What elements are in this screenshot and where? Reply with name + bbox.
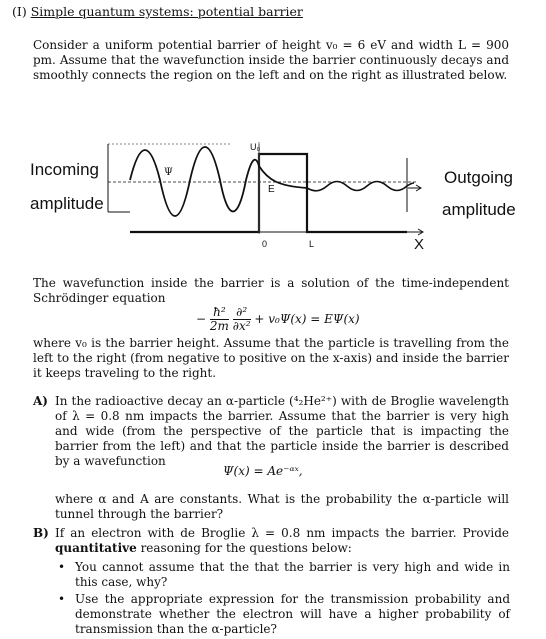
incoming-label-line2: amplitude [30, 194, 104, 213]
schrodinger-equation: − $\frac{\text{ħ²}}{2m}$ $\frac{\text{∂²}}{\text{∂x²}}$ + v₀Ψ(x) = EΨ(x) [196, 305, 360, 333]
eq-num1: ħ² [210, 306, 229, 320]
incoming-wave [130, 147, 259, 216]
e-label: E [268, 184, 275, 195]
x-axis-label: X [414, 236, 425, 253]
part-b-text-bold: quantitative [55, 541, 137, 555]
l-label: L [309, 239, 315, 249]
part-b-label: B) [33, 526, 49, 540]
eq-num2: ∂² [233, 306, 251, 320]
u0-label: U₀ [250, 142, 261, 152]
wave-paragraph: The wavefunction inside the barrier is a solution of the time-independent Schrödinger equation [33, 276, 509, 305]
intro-paragraph: Consider a uniform potential barrier of height v₀ = 6 eV and width L = 900 pm. Assume that the wavefunction inside the barrier continuously decays and smoothly connects the region on the left and on the right as illustrated below. [33, 38, 509, 82]
section-title-text: Simple quantum systems: potential barrier [30, 4, 303, 19]
part-b-text-pre: If an electron with de Broglie λ = 0.8 nm impacts the barrier. Provide [55, 526, 509, 540]
bullet-text-2: Use the appropriate expression for the transmission probability and demonstrate whether the electron will have a higher probability of transmission than the α-particle? [75, 592, 510, 636]
bullet-dot: • [58, 560, 66, 574]
outgoing-label-line2: amplitude [442, 200, 516, 219]
eq-den2: ∂x² [232, 319, 251, 333]
outgoing-wave [307, 182, 414, 191]
psi-label: Ψ [164, 167, 173, 178]
part-a-text: In the radioactive decay an α-particle (⁴₂He²⁺) with de Broglie wavelength of λ = 0.8 nm impacts the barrier. Assume that the barrier is very high and wide (from the perspective of the particle that is impacting the barrier from the left) and that the particle inside the barrier is described by a wavefunction [55, 394, 509, 468]
eq-rest: + v₀Ψ(x) = EΨ(x) [254, 312, 360, 326]
part-a-question: where α and A are constants. What is the probability the α-particle will tunnel through the barrier? [55, 492, 509, 521]
part-b-text-post: reasoning for the questions below: [136, 541, 352, 555]
barrier-diagram [22, 136, 532, 256]
eq-den1: 2m [209, 319, 229, 333]
barrier-figure [22, 136, 532, 256]
bullet-text-1: You cannot assume that the that the barrier is very high and wide in this case, why? [75, 560, 510, 589]
zero-label: 0 [262, 239, 268, 249]
where-paragraph: where v₀ is the barrier height. Assume that the particle is travelling from the left to the right (from negative to positive on the x-axis) and inside the barrier it keeps traveling to the right. [33, 336, 509, 380]
outgoing-label-line1: Outgoing [444, 168, 513, 187]
decaying-wave [259, 166, 307, 188]
section-number: (I) [12, 4, 27, 19]
part-a-label: A) [33, 394, 48, 408]
section-title [12, 4, 303, 19]
part-a-equation: Ψ(x) = Ae⁻ᵅˣ, [223, 464, 303, 478]
bullet-dot: • [58, 592, 66, 606]
part-b-text [55, 526, 509, 556]
incoming-label-line1: Incoming [30, 160, 99, 179]
